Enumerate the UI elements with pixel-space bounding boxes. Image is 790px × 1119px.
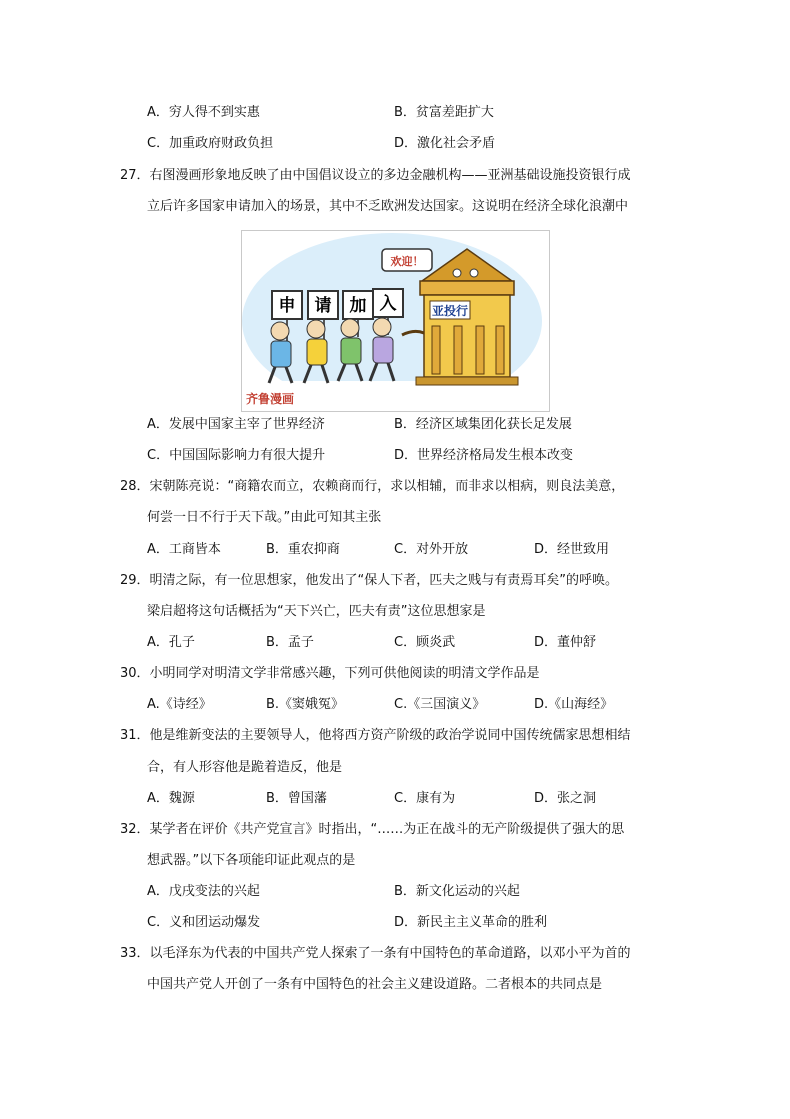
cartoon-svg: [242, 231, 549, 411]
q27-option-c: C．中国国际影响力有很大提升: [147, 448, 326, 463]
q28-option-c: C．对外开放: [394, 542, 469, 557]
bank-label: 亚投行: [431, 304, 469, 318]
welcome-text: 欢迎！: [390, 255, 424, 268]
q33-stem-line2: 中国共产党人开创了一条有中国特色的社会主义建设道路。二者根本的共同点是: [147, 977, 603, 992]
q32-option-c: C．义和团运动爆发: [147, 915, 261, 930]
q27-cartoon-image: [241, 230, 550, 412]
q29-stem-line2: 梁启超将这句话概括为“天下兴亡，匹夫有责”这位思想家是: [147, 604, 486, 619]
q27-option-a: A．发展中国家主宰了世界经济: [147, 417, 325, 432]
q26-option-a: A．穷人得不到实惠: [147, 105, 260, 120]
q32-stem-line1: 32．某学者在评价《共产党宣言》时指出，“……为正在战斗的无产阶级提供了强大的思: [120, 822, 625, 837]
q26-option-b: B．贫富差距扩大: [394, 105, 494, 120]
sign-char-4: 入: [379, 294, 397, 314]
q28-option-a: A．工商皆本: [147, 542, 221, 557]
q27-option-d: D．世界经济格局发生根本改变: [394, 448, 574, 463]
q31-option-b: B．曾国藩: [266, 791, 327, 806]
q30-option-b: B.《窦娥冤》: [266, 697, 345, 712]
q31-option-c: C．康有为: [394, 791, 456, 806]
q32-stem-line2: 想武器。”以下各项能印证此观点的是: [147, 853, 356, 868]
q32-option-a: A．戊戌变法的兴起: [147, 884, 260, 899]
q29-option-c: C．顾炎武: [394, 635, 456, 650]
sign-char-1: 申: [278, 296, 296, 316]
welcome-bubble: [382, 249, 432, 271]
sign-char-2: 请: [314, 296, 332, 316]
q29-option-a: A．孔子: [147, 635, 195, 650]
q27-stem-line2: 立后许多国家申请加入的场景，其中不乏欧洲发达国家。这说明在经济全球化浪潮中: [147, 199, 629, 214]
q29-stem-line1: 29．明清之际，有一位思想家，他发出了“保人下者，匹夫之贱与有责焉耳矣”的呼唤。: [120, 573, 619, 588]
q29-option-d: D．董仲舒: [534, 635, 597, 650]
q28-stem-line2: 何尝一日不行于天下哉。”由此可知其主张: [147, 510, 382, 525]
q26-option-c: C．加重政府财政负担: [147, 136, 274, 151]
q29-option-b: B．孟子: [266, 635, 314, 650]
q30-option-c: C.《三国演义》: [394, 697, 486, 712]
q31-stem-line1: 31．他是维新变法的主要领导人，他将西方资产阶级的政治学说同中国传统儒家思想相结: [120, 728, 631, 743]
q30-option-a: A.《诗经》: [147, 697, 212, 712]
q28-option-d: D．经世致用: [534, 542, 610, 557]
q31-stem-line2: 合，有人形容他是跪着造反，他是: [147, 760, 343, 775]
q32-option-b: B．新文化运动的兴起: [394, 884, 520, 899]
q28-stem-line1: 28．宋朝陈亮说：“商籍农而立，农赖商而行，求以相辅，而非求以相病，则良法美意，: [120, 479, 625, 494]
q27-stem-line1: 27．右图漫画形象地反映了由中国倡议设立的多边金融机构——亚洲基础设施投资银行成: [120, 168, 631, 183]
q28-option-b: B．重农抑商: [266, 542, 340, 557]
q32-option-d: D．新民主主义革命的胜利: [394, 915, 548, 930]
q31-option-d: D．张之洞: [534, 791, 597, 806]
q30-stem-line1: 30．小明同学对明清文学非常感兴趣，下列可供他阅读的明清文学作品是: [120, 666, 540, 681]
q33-stem-line1: 33．以毛泽东为代表的中国共产党人探索了一条有中国特色的革命道路，以邓小平为首的: [120, 946, 631, 961]
q26-option-d: D．激化社会矛盾: [394, 136, 496, 151]
q30-option-d: D.《山海经》: [534, 697, 614, 712]
q31-option-a: A．魏源: [147, 791, 195, 806]
sign-char-3: 加: [349, 296, 367, 316]
q27-option-b: B．经济区域集团化获长足发展: [394, 417, 572, 432]
cartoon-watermark: 齐鲁漫画: [246, 392, 295, 406]
